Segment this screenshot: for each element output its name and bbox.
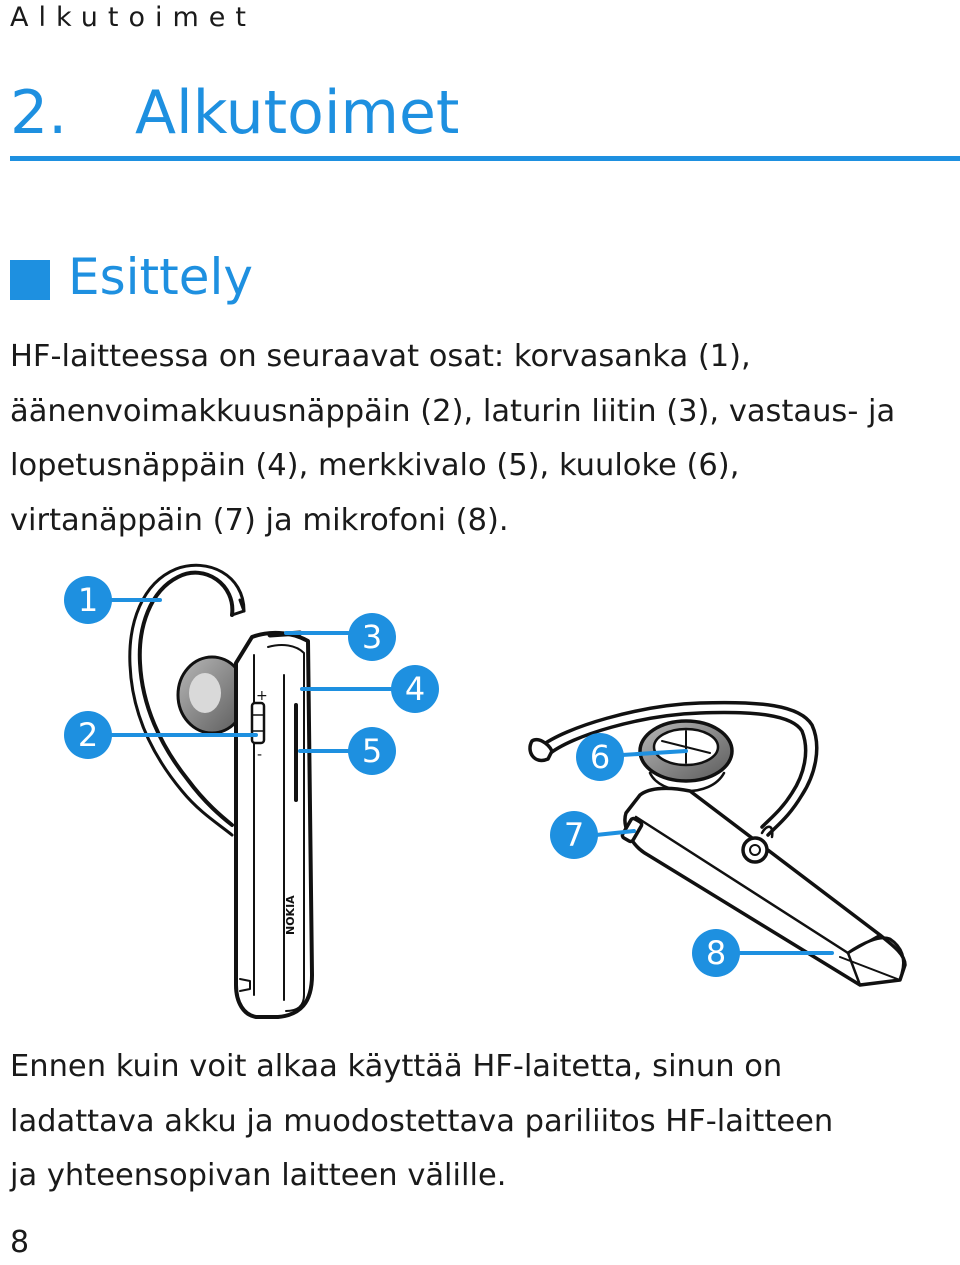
intro-paragraph: [10, 330, 895, 548]
callout-label: 8: [705, 934, 727, 972]
chapter-title: Alkutoimet: [135, 78, 460, 148]
closing-line: ja yhteensopivan laitteen välille.: [10, 1158, 507, 1193]
section-title: Esittely: [68, 248, 253, 306]
callout-badge-6: [576, 733, 624, 781]
page-number: 8: [10, 1225, 30, 1260]
callout-badge-5: [348, 727, 396, 775]
callout-label: 7: [563, 816, 585, 854]
running-head: Alkutoimet: [10, 2, 256, 33]
callout-badge-2: [64, 711, 112, 759]
volume-minus-glyph: -: [257, 747, 263, 763]
callout-label: 1: [77, 581, 99, 619]
closing-line: ladattava akku ja muodostettava pariliitos HF-laitteen: [10, 1103, 834, 1139]
headset-body-side: [236, 633, 312, 1017]
intro-line: äänenvoimakkuusnäppäin (2), laturin liitin (3), vastaus- ja: [10, 393, 896, 429]
chapter-rule: [10, 156, 960, 161]
callout-label: 4: [404, 670, 426, 708]
intro-line: virtanäppäin (7) ja mikrofoni (8).: [10, 502, 509, 538]
headset-illustration: [0, 555, 960, 1035]
closing-line: Ennen kuin voit alkaa käyttää HF-laitetta, sinun on: [10, 1049, 783, 1084]
section-marker-square: [10, 260, 50, 300]
callout-badge-1: [64, 576, 112, 624]
headset-body-front: [625, 788, 905, 985]
chapter-number: 2.: [10, 78, 68, 148]
chapter-heading: [10, 78, 459, 148]
callout-label: 3: [361, 618, 383, 656]
intro-line: lopetusnäppäin (4), merkkivalo (5), kuuloke (6),: [10, 448, 740, 483]
callout-badge-8: [692, 929, 740, 977]
device-logo: NOKIA: [284, 895, 297, 935]
callout-badge-4: [391, 665, 439, 713]
callout-badge-7: [550, 811, 598, 859]
callout-label: 6: [589, 738, 611, 776]
closing-paragraph: [10, 1040, 833, 1204]
callout-badge-3: [348, 613, 396, 661]
volume-plus-glyph: +: [256, 688, 268, 704]
callout-label: 2: [77, 716, 99, 754]
callout-label: 5: [361, 732, 383, 770]
intro-line: HF-laitteessa on seuraavat osat: korvasanka (1),: [10, 339, 751, 374]
